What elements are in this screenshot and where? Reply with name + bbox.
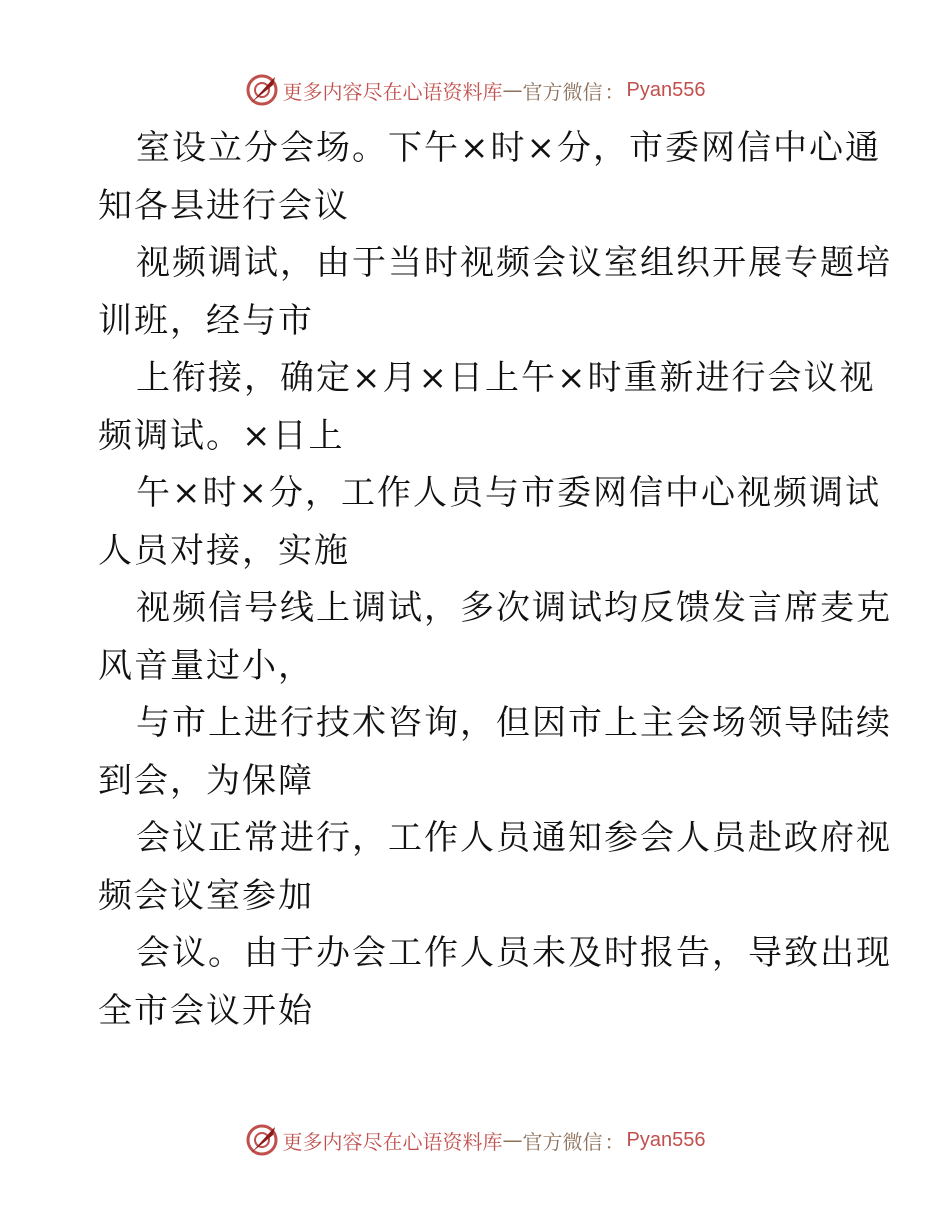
- text-line: 知各县进行会议: [98, 185, 350, 226]
- text-line: 频会议室参加: [98, 875, 314, 916]
- header-separator: —: [502, 78, 523, 102]
- document-body: [98, 120, 892, 1040]
- footer-colon: ：: [604, 1129, 625, 1154]
- text-line: 人员对接，实施: [98, 530, 350, 571]
- text-line: 会议。由于办会工作人员未及时报告，导致出现: [136, 933, 892, 973]
- footer-separator: —: [502, 1128, 523, 1152]
- text-line: 与市上进行技术咨询，但因市上主会场领导陆续: [136, 703, 892, 743]
- header-wechat-label: 官方微信: [522, 79, 603, 104]
- text-line: 频调试。×日上: [98, 415, 345, 456]
- text-line: 训班，经与市: [98, 300, 314, 341]
- pen-logo-icon: [245, 1123, 279, 1157]
- pen-logo-icon: [245, 73, 279, 107]
- text-line: 视频信号线上调试，多次调试均反馈发言席麦克: [136, 588, 892, 628]
- header-wechat-id: Pyan556: [626, 78, 706, 101]
- text-line: 全市会议开始: [98, 990, 314, 1031]
- footer-banner: [0, 1120, 950, 1160]
- header-title: 更多内容尽在心语资料库: [282, 79, 503, 104]
- text-line: 风音量过小，: [98, 645, 314, 686]
- text-line: 室设立分会场。下午×时×分，市委网信中心通: [136, 128, 881, 168]
- footer-wechat-label: 官方微信: [522, 1129, 603, 1154]
- text-line: 上衔接，确定×月×日上午×时重新进行会议视: [136, 358, 876, 398]
- footer-title: 更多内容尽在心语资料库: [282, 1129, 503, 1154]
- text-line: 会议正常进行，工作人员通知参会人员赴政府视: [136, 818, 892, 858]
- text-line: 午×时×分，工作人员与市委网信中心视频调试: [136, 473, 881, 513]
- text-line: 视频调试，由于当时视频会议室组织开展专题培: [136, 243, 892, 283]
- text-line: 到会，为保障: [98, 760, 314, 801]
- footer-wechat-id: Pyan556: [626, 1128, 706, 1151]
- header-colon: ：: [604, 79, 625, 104]
- header-banner: [0, 70, 950, 110]
